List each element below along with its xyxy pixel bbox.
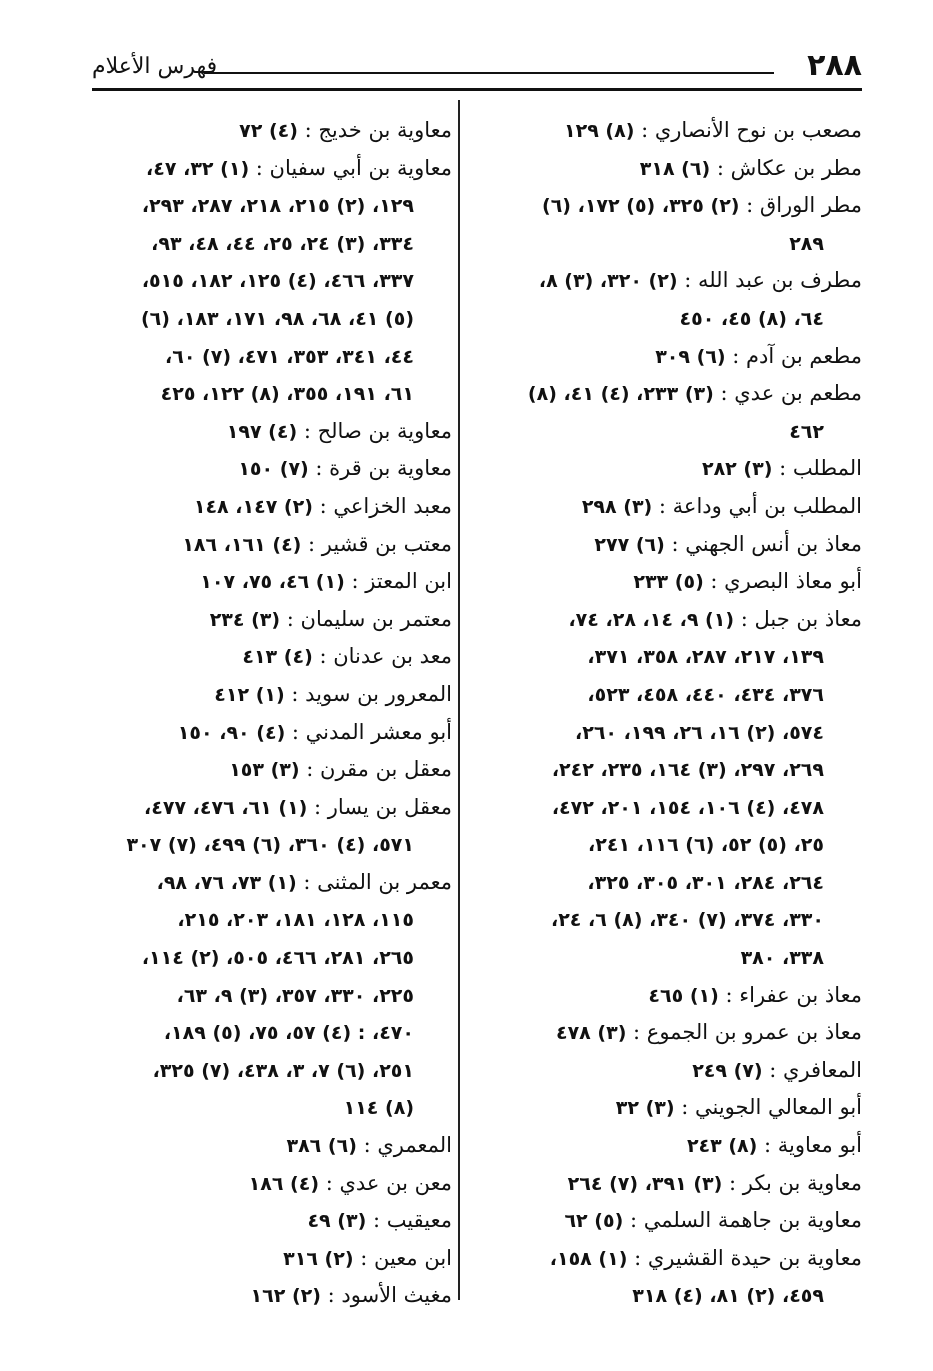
entry-line (86, 1240, 452, 1278)
volume-page-references: (١) ٤٦٥ (648, 984, 719, 1007)
entry-line (490, 601, 862, 639)
entry-line (490, 1240, 862, 1278)
header-rule (92, 88, 862, 91)
person-name: معتب بن قشير : (301, 531, 452, 556)
volume-page-references: (١) ٦١، ٤٧٦، ٤٧٧، (144, 796, 308, 819)
entry-continuation-line (490, 751, 862, 789)
entry-continuation-line (86, 977, 452, 1015)
entry-line (490, 338, 862, 376)
volume-page-references: (٤) ١٨٦ (248, 1172, 320, 1195)
volume-page-references: (٧) ٢٤٩ (692, 1059, 763, 1082)
entry-line (86, 150, 452, 188)
volume-page-references: ٤٧٠، : (٤) ٥٧، ٧٥، (٥) ١٨٩، (163, 1022, 414, 1045)
person-name: المعمري : (356, 1133, 452, 1158)
index-entry (86, 112, 452, 150)
volume-page-references: ٢٨٩ (789, 232, 824, 255)
volume-page-references: (٤) ١٦١، ١٨٦ (182, 533, 302, 556)
entry-continuation-line (86, 1014, 452, 1052)
entry-continuation-line (86, 187, 452, 225)
page-header (92, 50, 862, 86)
person-name: معاوية بن خديج : (297, 118, 452, 142)
volume-page-references: ٢٦٩، ٢٩٧، (٣) ١٦٤، ٢٣٥، ٢٤٢، (551, 759, 824, 782)
person-name: معيقيب : (366, 1208, 452, 1233)
person-name: معاوية بن قرة : (308, 456, 452, 481)
person-name: المعافري : (762, 1057, 862, 1082)
person-name: مغيث الأسود : (320, 1283, 452, 1308)
entry-line (490, 450, 862, 488)
index-column-right (490, 112, 862, 1315)
entry-line (490, 150, 862, 188)
running-title: فهرس الأعلام (92, 54, 218, 79)
index-entry (86, 150, 452, 413)
person-name: معاذ بن أنس الجهني : (664, 531, 862, 556)
person-name: ابن المعتز : (344, 569, 452, 594)
person-name: مطر بن عكاش : (710, 155, 862, 180)
volume-page-references: (٣) ١٥٣ (229, 759, 300, 782)
index-entry (86, 1202, 452, 1240)
entry-continuation-line (86, 225, 452, 263)
person-name: معتمر بن سليمان : (280, 606, 452, 631)
volume-page-references: (٤) ٩٠، ١٥٠ (177, 721, 286, 744)
index-entry (86, 789, 452, 864)
person-name: معمر بن المثنى : (296, 869, 452, 894)
entry-line (86, 450, 452, 488)
index-entry (86, 601, 452, 639)
volume-page-references: (٣) ٢٣٣، (٤) ٤١، (٨) (527, 383, 714, 406)
index-entry (490, 601, 862, 977)
entry-line (490, 977, 862, 1015)
entry-continuation-line (490, 939, 862, 977)
person-name: معاذ بن جبل : (734, 606, 862, 631)
volume-page-references: (٦) ٢٧٧ (594, 533, 665, 556)
index-entry (490, 1052, 862, 1090)
entry-line (490, 1127, 862, 1165)
entry-continuation-line (490, 789, 862, 827)
entry-continuation-line (490, 413, 862, 451)
entry-line (86, 638, 452, 676)
entry-continuation-line (490, 714, 862, 752)
index-entry (490, 563, 862, 601)
index-entry (490, 187, 862, 262)
person-name: أبو معشر المدني : (285, 719, 452, 744)
person-name: معاوية بن صالح : (297, 418, 452, 443)
entry-line (490, 375, 862, 413)
entry-continuation-line (86, 338, 452, 376)
index-entry (86, 526, 452, 564)
index-entry (86, 714, 452, 752)
person-name: معاوية بن حيدة القشيري : (627, 1245, 862, 1270)
entry-line (86, 864, 452, 902)
entry-continuation-line (86, 1089, 452, 1127)
index-column-left (86, 112, 452, 1315)
volume-page-references: (٢) ٣٢٥، (٥) ١٧٢، (٦) (542, 195, 740, 218)
index-entry (490, 1127, 862, 1165)
person-name: معاوية بن أبي سفيان : (249, 155, 452, 180)
volume-page-references: (١) ٧٣، ٧٦، ٩٨، (156, 871, 297, 894)
entry-line (86, 1277, 452, 1315)
volume-page-references: (١) ٩، ١٤، ٢٨، ٧٤، (568, 608, 735, 631)
person-name: مطر الوراق : (739, 193, 862, 218)
volume-page-references: (١) ١٥٨، (549, 1247, 628, 1270)
index-entry (86, 1127, 452, 1165)
volume-page-references: ٣٣٨، ٣٨٠ (740, 947, 824, 970)
volume-page-references: (٣) ٢٨٢ (701, 458, 773, 481)
person-name: ابن معين : (353, 1245, 452, 1270)
volume-page-references: (٢) ١٤٧، ١٤٨ (193, 495, 313, 518)
volume-page-references: (٣) ٢٩٨ (581, 495, 653, 518)
volume-page-references: (٧) ١٥٠ (238, 458, 309, 481)
index-entry (490, 262, 862, 337)
index-entry (490, 977, 862, 1015)
entry-line (86, 601, 452, 639)
entry-line (490, 563, 862, 601)
entry-line (490, 262, 862, 300)
entry-line (86, 1202, 452, 1240)
volume-page-references: (٤) ٤١٣ (242, 646, 313, 669)
volume-page-references: (٨) ١١٤ (343, 1097, 414, 1120)
volume-page-references: ٥٧١، (٤) ٣٦٠، (٦) ٤٩٩، (٧) ٣٠٧ (126, 834, 414, 857)
volume-page-references: (٢) ٣١٦ (283, 1247, 354, 1270)
person-name: أبو المعالي الجويني : (674, 1095, 862, 1120)
person-name: معاذ بن عفراء : (718, 982, 862, 1007)
volume-page-references: ١٢٩، (٢) ٢١٥، ٢١٨، ٢٨٧، ٢٩٣، (141, 195, 414, 218)
volume-page-references: ٢٦٥، ٢٨١، ٤٦٦، ٥٠٥، (٢) ١١٤، (141, 947, 414, 970)
person-name: المعرور بن سويد : (284, 681, 452, 706)
person-name: معبد الخزاعي : (312, 493, 452, 518)
volume-page-references: ١٣٩، ٢١٧، ٢٨٧، ٣٥٨، ٣٧١، (587, 646, 824, 669)
entry-line (490, 526, 862, 564)
entry-continuation-line (86, 375, 452, 413)
volume-page-references: (١) ٤٦، ٧٥، ١٠٧ (200, 571, 345, 594)
entry-line (490, 488, 862, 526)
index-entry (86, 751, 452, 789)
volume-page-references: ٣٧٦، ٤٣٤، ٤٤٠، ٤٥٨، ٥٢٣، (587, 683, 824, 706)
volume-page-references: ٣٣٤، (٣) ٢٤، ٢٥، ٤٤، ٤٨، ٩٣، (151, 232, 414, 255)
volume-page-references: (٤) ١٩٧ (226, 420, 298, 443)
index-entry (86, 638, 452, 676)
entry-continuation-line (86, 1052, 452, 1090)
person-name: المطلب : (772, 456, 862, 481)
entry-continuation-line (490, 864, 862, 902)
volume-page-references: ٤٦٢ (789, 420, 824, 443)
index-entry (86, 488, 452, 526)
person-name: المطلب بن أبي وداعة : (652, 493, 862, 518)
person-name: أبو معاوية : (757, 1133, 862, 1158)
entry-continuation-line (490, 1277, 862, 1315)
volume-page-references: (٣) ٢٣٤ (209, 608, 281, 631)
entry-continuation-line (490, 300, 862, 338)
person-name: معن بن عدي : (319, 1170, 452, 1195)
volume-page-references: ٦٤، (٨) ٤٥، ٤٥٠ (679, 307, 824, 330)
volume-page-references: ٤٧٨، (٤) ١٠٦، ١٥٤، ٢٠١، ٤٧٢، (551, 796, 824, 819)
index-entry (86, 563, 452, 601)
entry-line (86, 676, 452, 714)
page-number: ٢٨٨ (807, 48, 862, 83)
entry-line (490, 1052, 862, 1090)
entry-continuation-line (86, 901, 452, 939)
index-entry (490, 1240, 862, 1315)
entry-line (490, 1089, 862, 1127)
entry-continuation-line (86, 262, 452, 300)
entry-continuation-line (86, 939, 452, 977)
entry-continuation-line (86, 300, 452, 338)
volume-page-references: (٥) ٢٣٣ (633, 571, 704, 594)
person-name: معاذ بن عمرو بن الجموع : (626, 1020, 862, 1045)
volume-page-references: (٣) ٣٢ (615, 1097, 675, 1120)
index-entry (490, 1165, 862, 1203)
volume-page-references: (٣) ٣٩١، (٧) ٢٦٤ (567, 1172, 723, 1195)
entry-continuation-line (490, 826, 862, 864)
volume-page-references: ٢٥١، (٦) ٧، ٣، ٤٣٨، (٧) ٣٢٥، (152, 1059, 414, 1082)
index-entry (490, 1014, 862, 1052)
entry-line (86, 789, 452, 827)
volume-page-references: ٦١، ١٩١، ٣٥٥، (٨) ١٢٢، ٤٢٥ (160, 383, 414, 406)
person-name: مطعم بن عدي : (713, 381, 862, 406)
volume-page-references: (١) ٤١٢ (214, 683, 285, 706)
volume-page-references: ١١٥، ١٢٨، ١٨١، ٢٠٣، ٢١٥، (177, 909, 414, 932)
person-name: أبو معاذ البصري : (703, 569, 862, 594)
volume-page-references: (٥) ٤١، ٦٨، ٩٨، ١٧١، ١٨٣، (٦) (140, 307, 414, 330)
entry-continuation-line (86, 826, 452, 864)
entry-line (490, 112, 862, 150)
volume-page-references: ٤٥٩، (٢) ٨١، (٤) ٣١٨ (632, 1285, 824, 1308)
index-entry (86, 1240, 452, 1278)
index-entry (490, 450, 862, 488)
person-name: مطعم بن آدم : (725, 343, 862, 368)
index-entry (490, 1089, 862, 1127)
index-entry (86, 1277, 452, 1315)
index-entry (490, 526, 862, 564)
index-entry (490, 112, 862, 150)
column-divider (458, 100, 460, 1300)
entry-continuation-line (490, 901, 862, 939)
index-entry (490, 488, 862, 526)
volume-page-references: (٦) ٣١٨ (639, 157, 711, 180)
person-name: معاوية بن بكر : (722, 1170, 862, 1195)
index-entry (490, 150, 862, 188)
entry-continuation-line (490, 676, 862, 714)
entry-line (86, 563, 452, 601)
index-entry (490, 375, 862, 450)
volume-page-references: ٤٤، ٣٤١، ٣٥٣، ٤٧١، (٧) ٦٠، (165, 345, 414, 368)
entry-line (86, 112, 452, 150)
entry-line (86, 1127, 452, 1165)
volume-page-references: ٣٣٧، ٤٦٦، (٤) ١٢٥، ١٨٢، ٥١٥، (141, 270, 414, 293)
volume-page-references: (٣) ٤٧٨ (555, 1022, 627, 1045)
entry-line (490, 1202, 862, 1240)
volume-page-references: (٨) ١٢٩ (564, 120, 635, 142)
index-entry (86, 413, 452, 451)
index-entry (86, 864, 452, 1127)
index-entry (490, 338, 862, 376)
index-entry (86, 450, 452, 488)
person-name: معقل بن مقرن : (299, 757, 452, 782)
volume-page-references: (٢) ١٦٢ (250, 1285, 321, 1308)
entry-line (86, 488, 452, 526)
volume-page-references: ٢٢٥، ٣٣٠، ٣٥٧، (٣) ٩، ٦٣، (176, 984, 414, 1007)
entry-continuation-line (490, 225, 862, 263)
entry-line (86, 714, 452, 752)
index-entry (490, 1202, 862, 1240)
entry-line (490, 1165, 862, 1203)
volume-page-references: (٦) ٣٨٦ (286, 1135, 357, 1158)
entry-line (86, 413, 452, 451)
person-name: مصعب بن نوح الأنصاري : (634, 118, 862, 142)
volume-page-references: (٥) ٦٢ (564, 1210, 624, 1233)
volume-page-references: (٦) ٣٠٩ (655, 345, 726, 368)
index-entry (86, 1165, 452, 1203)
person-name: معاوية بن جاهمة السلمي : (623, 1208, 862, 1233)
volume-page-references: (٨) ٢٤٣ (686, 1135, 758, 1158)
volume-page-references: (٤) ٧٢ (239, 120, 298, 142)
entry-line (490, 1014, 862, 1052)
volume-page-references: ٣٣٠، ٣٧٤، (٧) ٣٤٠، (٨) ٦، ٢٤، (550, 909, 824, 932)
entry-line (490, 187, 862, 225)
entry-continuation-line (490, 638, 862, 676)
volume-page-references: (٣) ٤٩ (307, 1210, 367, 1233)
index-entry (86, 676, 452, 714)
volume-page-references: ٢٦٤، ٢٨٤، ٣٠١، ٣٠٥، ٣٢٥، (587, 871, 824, 894)
volume-page-references: (١) ٣٢، ٤٧، (146, 157, 250, 180)
header-dash (204, 72, 774, 74)
person-name: معقل بن يسار : (307, 794, 452, 819)
volume-page-references: (٢) ٣٢٠، (٣) ٨، (538, 270, 678, 293)
person-name: معد بن عدنان : (312, 644, 452, 669)
entry-line (86, 751, 452, 789)
volume-page-references: ٢٥، (٥) ٥٢، (٦) ١١٦، ٢٤١، (588, 834, 824, 857)
entry-line (86, 1165, 452, 1203)
person-name: مطرف بن عبد الله : (677, 268, 862, 293)
entry-line (86, 526, 452, 564)
volume-page-references: ٥٧٤، (٢) ١٦، ٢٦، ١٩٩، ٢٦٠، (575, 721, 824, 744)
